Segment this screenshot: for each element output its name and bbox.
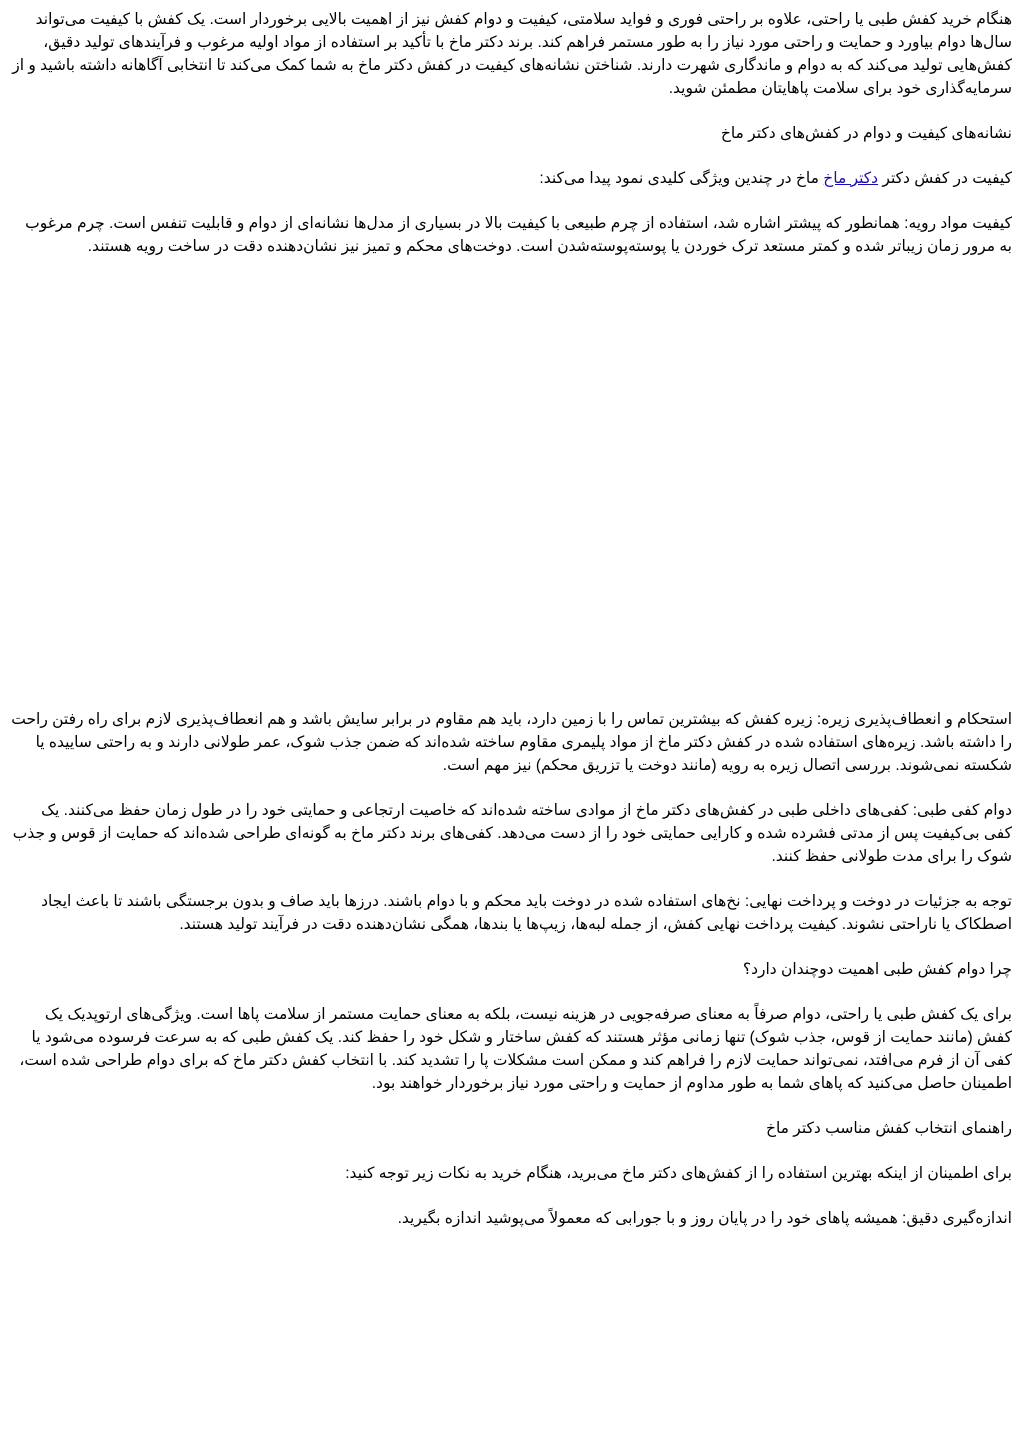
why-durability-paragraph: برای یک کفش طبی یا راحتی، دوام صرفاً به معنای صرفه‌جویی در هزینه نیست، بلکه به معنای حمایت مستمر از سلامت پاها است. ویژگی‌های ارتوپدیک یک کفش (مانند حمایت از قوس، جذب شوک) تنها زمانی مؤثر هستند که کفش ساختار و شکل خود را حفظ کند. یک کفش طبی که به سرعت فرسوده می‌شود یا کفی آن از فرم می‌افتد، نمی‌تواند حمایت لازم را فراهم کند و ممکن است مشکلات پا را تشدید کند. با انتخاب کفش دکتر ماخ که برای دوام طراحی شده است، اطمینان حاصل می‌کنید که پاهای شما به طور مداوم از حمایت و راحتی مورد نیاز برخوردار خواهند بود. (19, 1006, 1012, 1092)
intro-paragraph: هنگام خرید کفش طبی یا راحتی، علاوه بر راحتی فوری و فواید سلامتی، کیفیت و دوام کفش نیز از اهمیت بالایی برخوردار است. یک کفش با کیفیت می‌تواند سال‌ها دوام بیاورد و حمایت و راحتی مورد نیاز را به طور مستمر فراهم کند. برند دکتر ماخ با تأکید بر استفاده از مواد اولیه مرغوب و فرآیندهای تولید دقیق، کفش‌هایی تولید می‌کند که به دوام و ماندگاری شهرت دارند. شناختن نشانه‌های کیفیت در کفش دکتر ماخ به شما کمک می‌کند تا انتخابی آگاهانه داشته باشید و از سرمایه‌گذاری خود برای سلامت پاهایتان مطمئن شوید. (12, 11, 1012, 97)
section-heading-why: چرا دوام کفش طبی اهمیت دوچندان دارد؟ (742, 961, 1012, 978)
insole-durability-paragraph: دوام کفی طبی: کفی‌های داخلی طبی در کفش‌های دکتر ماخ از موادی ساخته شده‌اند که خاصیت ارتجاعی و حمایتی خود را در طول زمان حفظ می‌کنند. یک کفی بی‌کیفیت پس از مدتی فشرده شده و کارایی حمایتی خود را از دست می‌دهد. کفی‌های برند دکتر ماخ به گونه‌ای طراحی شده‌اند که حمایت از قوس و جذب شوک را برای مدت طولانی حفظ کنند. (12, 802, 1012, 865)
quality-lead-paragraph (10, 167, 1012, 190)
measure-tip-paragraph: اندازه‌گیری دقیق: همیشه پاهای خود را در پایان روز و با جورابی که معمولاً می‌پوشید اندازه بگیرید. (397, 1210, 1012, 1227)
finishing-details-paragraph: توجه به جزئیات در دوخت و پرداخت نهایی: نخ‌های استفاده شده در دوخت باید محکم و با دوام باشند. درزها باید صاف و بدون برجستگی باشند تا باعث ایجاد اصطکاک یا ناراحتی نشوند. کیفیت پرداخت نهایی کفش، از جمله لبه‌ها، زیپ‌ها یا بندها، همگی نشان‌دهنده دقت در فرآیند تولید هستند. (41, 893, 1012, 933)
upper-materials-paragraph: کیفیت مواد رویه: همانطور که پیشتر اشاره شد، استفاده از چرم طبیعی با کیفیت بالا در بسیاری از مدل‌ها نشانه‌ای از دوام و قابلیت تنفس است. چرم مرغوب به مرور زمان زیباتر شده و کمتر مستعد ترک خوردن یا پوسته‌پوسته‌شدن است. دوخت‌های محکم و تمیز نیز نشان‌دهنده دقت در ساخت رویه هستند. (25, 215, 1012, 255)
quality-lead-text-end: ماخ در چندین ویژگی کلیدی نمود پیدا می‌کند: (539, 170, 824, 187)
section-heading-guide: راهنمای انتخاب کفش مناسب دکتر ماخ (765, 1120, 1012, 1137)
article-body (10, 8, 1012, 1252)
sole-strength-paragraph: استحکام و انعطاف‌پذیری زیره: زیره کفش که بیشترین تماس را با زمین دارد، باید هم مقاوم در برابر سایش باشد و هم انعطاف‌پذیری لازم برای راه رفتن راحت را داشته باشد. زیره‌های استفاده شده در کفش دکتر ماخ از مواد پلیمری مقاوم ساخته شده‌اند که ضمن جذب شوک، عمر طولانی دارند و به راحتی ساییده یا شکسته نمی‌شوند. بررسی اتصال زیره به رویه (مانند دوخت یا تزریق محکم) نیز مهم است. (11, 711, 1012, 774)
guide-lead-paragraph: برای اطمینان از اینکه بهترین استفاده را از کفش‌های دکتر ماخ می‌برید، هنگام خرید به نکات زیر توجه کنید: (345, 1165, 1012, 1182)
quality-lead-text-start: کیفیت در کفش دکتر (878, 170, 1012, 187)
blank-space (10, 280, 1012, 708)
brand-link[interactable]: دکتر ماخ (823, 170, 879, 187)
section-heading-quality: نشانه‌های کیفیت و دوام در کفش‌های دکتر ماخ (720, 125, 1012, 142)
